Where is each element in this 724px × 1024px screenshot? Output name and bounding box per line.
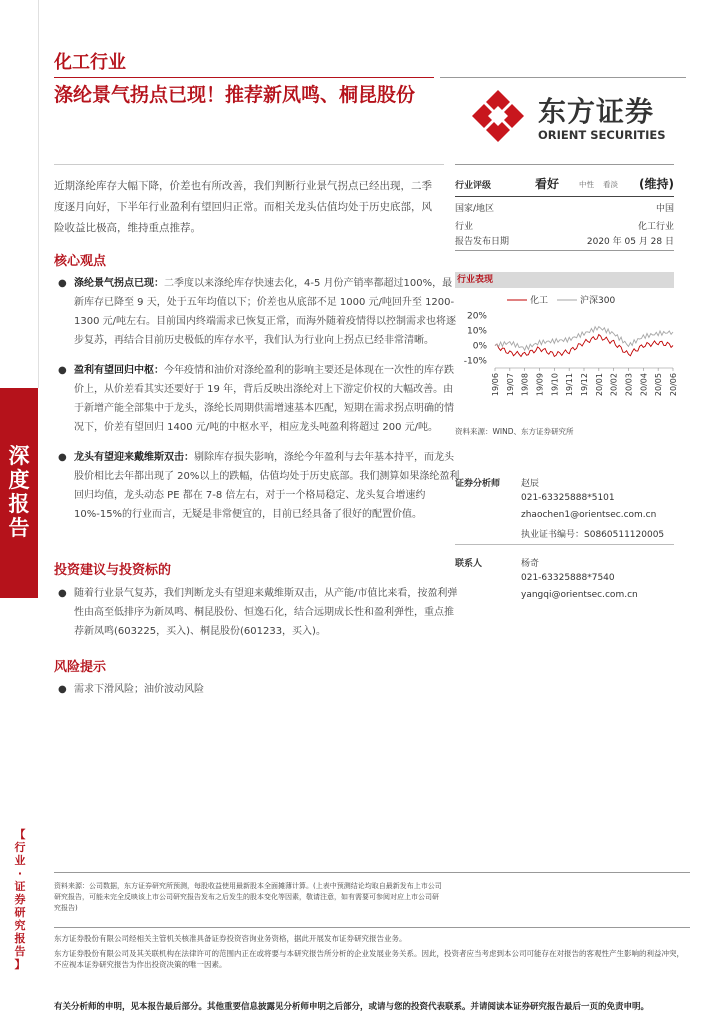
report-type-label: 深 度 报 告 xyxy=(8,444,30,540)
info-label: 国家/地区 xyxy=(455,204,495,214)
y-tick-label: -10% xyxy=(463,356,487,367)
x-tick-label: 19/06 xyxy=(491,373,500,397)
legend-label: 化工 xyxy=(530,296,549,306)
risk-item xyxy=(58,680,460,699)
core-view-item xyxy=(58,448,460,524)
item-lead: 龙头有望迎来戴维斯双击： xyxy=(74,452,194,463)
performance-header: 行业表现 xyxy=(455,272,674,288)
series-line xyxy=(495,327,673,351)
x-tick-label: 19/11 xyxy=(565,373,575,397)
analyst-cert: 执业证书编号：S0860511120005 xyxy=(521,530,665,540)
info-label: 行业 xyxy=(455,222,474,232)
info-value: 化工行业 xyxy=(637,222,674,232)
x-tick-label: 19/12 xyxy=(580,373,589,397)
analyst-label: 证券分析师 xyxy=(455,479,501,489)
info-value: 中国 xyxy=(655,204,674,214)
x-tick-label: 20/05 xyxy=(654,373,664,397)
bullet-dot-icon: ● xyxy=(58,365,67,376)
bullet-dot-icon: ● xyxy=(58,278,67,289)
rating-mid: 中性 xyxy=(579,180,594,189)
investment-item xyxy=(58,584,460,641)
report-type-banner xyxy=(0,388,38,598)
analyst-email[interactable]: zhaochen1@orientsec.com.cn xyxy=(521,510,657,520)
performance-chart xyxy=(455,290,680,415)
x-tick-label: 19/09 xyxy=(535,373,545,397)
contact-email[interactable]: yangqi@orientsec.com.cn xyxy=(521,590,638,600)
divider xyxy=(455,544,674,545)
rating-status: (维持) xyxy=(639,177,674,191)
analyst-name: 赵辰 xyxy=(521,479,540,489)
y-tick-label: 10% xyxy=(466,326,487,337)
divider xyxy=(54,164,444,165)
analyst-phone: 021-63325888*5101 xyxy=(521,493,615,503)
item-text: 今年疫情和油价对涤纶盈利的影响主要还是体现在一次性的库存跌价上，从价差看其实还要好于 19 年，背后反映出涤纶对上下游定价权的大幅改善。由于新增产能全部集中于龙头，涤纶长周期供需增速基本匹配，短期在需求拐点明确的情况下，价差有望回归 1400 元/吨的中枢水平，相应龙头吨盈利将超过 200 元/吨。 xyxy=(74,365,454,433)
x-tick-label: 20/04 xyxy=(639,373,649,397)
x-tick-label: 19/10 xyxy=(550,373,560,397)
bullet-dot-icon: ● xyxy=(58,452,67,463)
rating-label: 行业评级 xyxy=(455,181,492,191)
y-tick-label: 0% xyxy=(472,341,487,352)
rating-value: 看好 xyxy=(535,177,560,191)
item-text: 剔除库存损失影响，涤纶今年盈利与去年基本持平，而龙头股价相比去年都出现了 20%以上的跌幅，估值均处于历史底部。我们测算如果涤纶盈利回归均值，龙头动态 PE 都在 7-8 倍左右，对于一个格局稳定、龙头复合增速约 10%-15%的行业而言，无疑是非常便宜的，目前已经具备了很好的配置价值。 xyxy=(74,452,460,520)
bullet-dot-icon: ● xyxy=(58,684,67,695)
item-lead: 盈利有望回归中枢： xyxy=(74,365,164,376)
core-view-item xyxy=(58,274,460,350)
disclaimer-block xyxy=(54,933,690,970)
footer-rule xyxy=(54,872,690,873)
info-value: 2020 年 05 月 28 日 xyxy=(586,237,674,247)
title-rule xyxy=(54,77,434,78)
item-text: 二季度以来涤纶库存快速去化，4-5 月份产销率都超过100%，最新库存已降至 9 天，处于五年均值以下；价差也从底部不足 1000 元/吨回升至 1200-1300 元/吨左右。目前国内终端需求已恢复正常，而海外随着疫情得以控制需求也将逐步复苏，再结合目前历史极低的库存水平，我们认为行业向上拐点已经非常清晰。 xyxy=(74,278,456,346)
contact-name: 杨奇 xyxy=(521,559,540,569)
chart-source: 资料来源：WIND、东方证券研究所 xyxy=(455,427,574,436)
rating-row xyxy=(455,176,674,194)
info-row xyxy=(455,234,674,248)
rating-panel xyxy=(455,164,685,264)
company-logo xyxy=(470,88,680,148)
footer-rule xyxy=(54,927,690,928)
industry-tag: 化工行业 xyxy=(54,52,126,73)
y-tick-label: 20% xyxy=(466,311,487,322)
item-lead: 涤纶景气拐点已现： xyxy=(74,278,164,289)
section-title-investment: 投资建议与投资标的 xyxy=(54,563,172,578)
x-tick-label: 19/08 xyxy=(520,373,530,397)
x-tick-label: 20/03 xyxy=(624,373,634,397)
bullet-dot-icon: ● xyxy=(58,588,67,599)
sidebar-bottom-label: 【 行 业 · 证 券 研 究 报 告 】 xyxy=(14,828,26,971)
contact-label: 联系人 xyxy=(455,559,483,569)
intro-paragraph: 近期涤纶库存大幅下降，价差也有所改善，我们判断行业景气拐点已经出现，二季度逐月向好，下半年行业盈利有望回归正常。而相关龙头估值均处于历史底部，风险收益比极高，维持重点推荐。 xyxy=(54,180,432,234)
core-view-item xyxy=(58,361,460,437)
x-tick-label: 19/07 xyxy=(505,373,515,397)
page-title: 涤纶景气拐点已现！推荐新凤鸣、桐昆股份 xyxy=(54,84,416,106)
section-title-core-view: 核心观点 xyxy=(54,254,107,269)
section-title-risk: 风险提示 xyxy=(54,660,107,675)
x-tick-label: 20/01 xyxy=(594,373,604,397)
disclaimer-line: 东方证券股份有限公司及其关联机构在法律许可的范围内正在或将要与本研究报告所分析的企业发展业务关系。因此，投资者应当考虑到本公司可能存在对报告的客观性产生影响的利益冲突，不应视本证券研究报告为作出投资决策的唯一因素。 xyxy=(54,949,684,969)
info-label: 报告发布日期 xyxy=(455,237,510,247)
x-tick-label: 20/02 xyxy=(609,373,619,397)
logo-rule xyxy=(440,77,686,78)
disclaimer-notice: 有关分析师的申明，见本报告最后部分。其他重要信息披露见分析师申明之后部分，或请与您的投资代表联系。并请阅读本证券研究报告最后一页的免责申明。 xyxy=(54,1002,650,1012)
logo-mark-icon xyxy=(470,88,526,144)
info-row xyxy=(455,219,674,233)
legend-label: 沪深300 xyxy=(580,296,616,306)
logo-name-en: ORIENT SECURITIES xyxy=(538,128,666,142)
contact-phone: 021-63325888*7540 xyxy=(521,573,615,583)
disclaimer-line: 东方证券股份有限公司经相关主管机关核准具备证券投资咨询业务资格，据此开展发布证券研究报告业务。 xyxy=(54,934,407,943)
item-text: 需求下滑风险；油价波动风险 xyxy=(74,684,204,695)
info-row xyxy=(455,201,674,215)
sidebar-top xyxy=(0,0,39,388)
footer-note: 资料来源：公司数据，东方证券研究所预测，每股收益使用最新股本全面摊薄计算。(上表中预测结论均取自最新发布上市公司研究报告，可能未完全反映该上市公司研究报告发布之后发生的股本变化等因素，敬请注意，如有需要可参阅对应上市公司研究报告) xyxy=(54,882,442,912)
rating-low: 看淡 xyxy=(603,180,618,189)
item-text: 随着行业景气复苏，我们判断龙头有望迎来戴维斯双击，从产能/市值比来看，按盈利弹性由高至低排序为新凤鸣、桐昆股份、恒逸石化，结合远期成长性和盈利弹性，重点推荐新凤鸣(603225，买入)、桐昆股份(601233，买入)。 xyxy=(74,588,458,637)
logo-name-cn: 东方证券 xyxy=(538,95,655,128)
x-tick-label: 20/06 xyxy=(669,373,678,397)
series-line xyxy=(495,335,673,357)
